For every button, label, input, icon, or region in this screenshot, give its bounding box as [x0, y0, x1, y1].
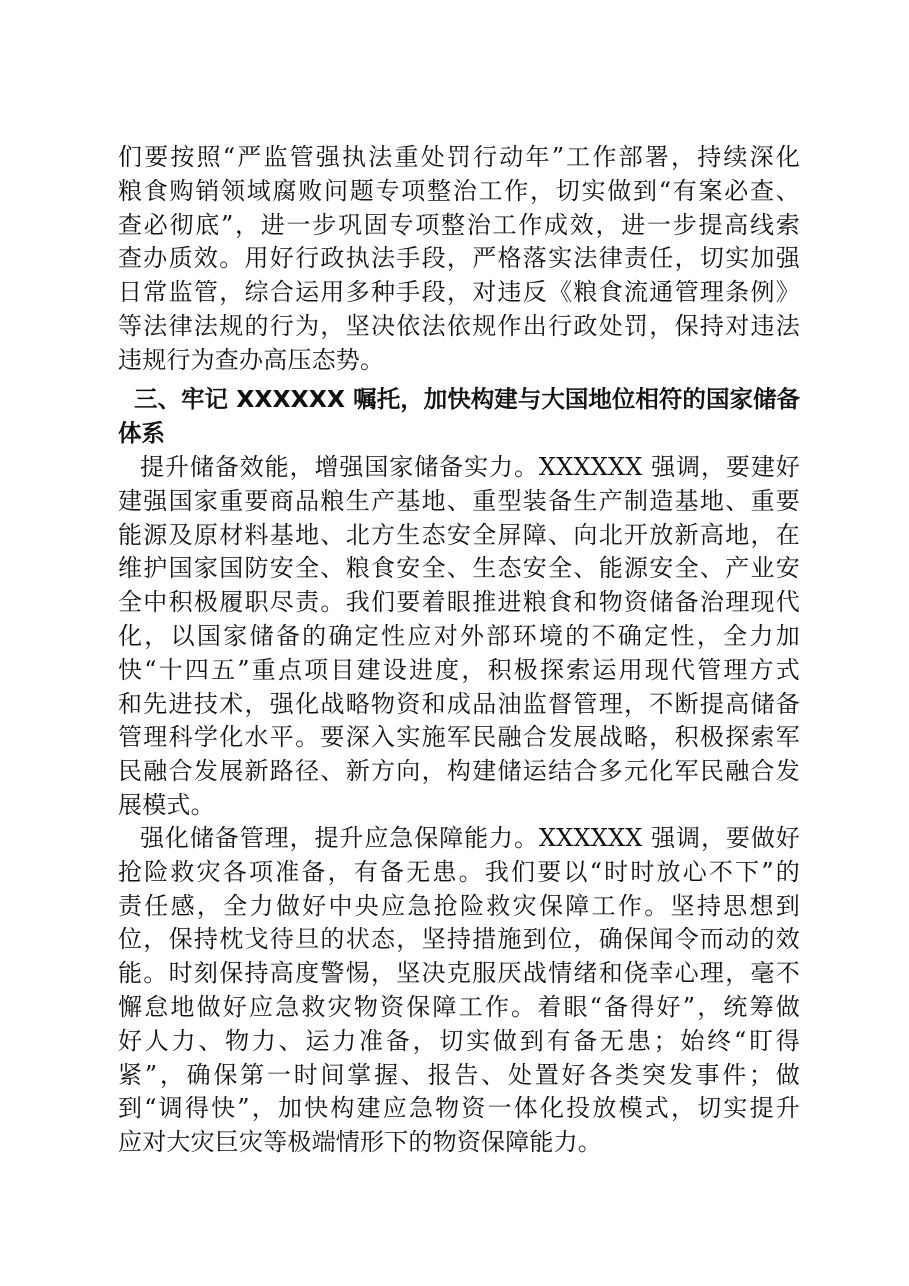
paragraph-line: 和先进技术，强化战略物资和成品油监督管理，不断提高储备	[118, 689, 800, 718]
paragraph-line: 查必彻底”，进一步巩固专项整治工作成效，进一步提高线索	[118, 210, 800, 239]
paragraph-line: 提升储备效能，增强国家储备实力。XXXXXX 强调，要建好	[140, 453, 800, 481]
paragraph-line: 违规行为查办高压态势。	[118, 345, 385, 374]
paragraph-line: 能源及原材料基地、北方生态安全屏障、向北开放新高地，在	[118, 520, 800, 549]
paragraph-line: 日常监管，综合运用多种手段，对违反《粮食流通管理条例》	[118, 278, 800, 307]
paragraph-line: 强化储备管理，提升应急保障能力。XXXXXX 强调，要做好	[140, 824, 800, 852]
heading-line: 三、牢记 XXXXXX 嘱托，加快构建与大国地位相符的国家储备	[134, 385, 800, 413]
paragraph-3	[118, 822, 800, 1160]
paragraph-line: 位，保持枕戈待旦的状态，坚持措施到位，确保闻令而动的效	[118, 925, 800, 954]
paragraph-line: 快“十四五”重点项目建设进度，积极探索运用现代管理方式	[118, 655, 800, 684]
paragraph-line: 建强国家重要商品粮生产基地、重型装备生产制造基地、重要	[118, 486, 800, 515]
paragraph-line: 好人力、物力、运力准备，切实做到有备无患；始终“盯得	[118, 1026, 800, 1055]
paragraph-line: 抢险救灾各项准备，有备无患。我们要以“时时放心不下”的	[118, 857, 800, 886]
section-heading	[118, 383, 800, 451]
paragraph-line: 全中积极履职尽责。我们要着眼推进粮食和物资储备治理现代	[118, 588, 800, 617]
paragraph-line: 化，以国家储备的确定性应对外部环境的不确定性，全力加	[118, 621, 800, 650]
paragraph-line: 责任感，全力做好中央应急抢险救灾保障工作。坚持思想到	[118, 891, 800, 920]
paragraph-1	[118, 141, 800, 378]
paragraph-line: 等法律法规的行为，坚决依法依规作出行政处罚，保持对违法	[118, 311, 800, 340]
paragraph-line: 应对大灾巨灾等极端情形下的物资保障能力。	[118, 1128, 602, 1157]
paragraph-line: 们要按照“严监管强执法重处罚行动年”工作部署，持续深化	[118, 143, 800, 171]
paragraph-line: 紧”，确保第一时间掌握、报告、处置好各类突发事件；做	[118, 1060, 800, 1089]
paragraph-line: 展模式。	[118, 790, 215, 819]
paragraph-2	[118, 451, 800, 823]
paragraph-line: 能。时刻保持高度警惕，坚决克服厌战情绪和侥幸心理，毫不	[118, 959, 800, 988]
paragraph-line: 查办质效。用好行政执法手段，严格落实法律责任，切实加强	[118, 244, 800, 273]
paragraph-line: 到“调得快”，加快构建应急物资一体化投放模式，切实提升	[118, 1094, 800, 1123]
paragraph-line: 维护国家国防安全、粮食安全、生态安全、能源安全、产业安	[118, 554, 800, 583]
paragraph-line: 懈怠地做好应急救灾物资保障工作。着眼“备得好”，统筹做	[118, 992, 800, 1021]
paragraph-line: 粮食购销领域腐败问题专项整治工作，切实做到“有案必查、	[118, 176, 800, 205]
paragraph-line: 民融合发展新路径、新方向，构建储运结合多元化军民融合发	[118, 757, 800, 786]
paragraph-line: 管理科学化水平。要深入实施军民融合发展战略，积极探索军	[118, 723, 800, 752]
heading-line: 体系	[118, 418, 165, 447]
